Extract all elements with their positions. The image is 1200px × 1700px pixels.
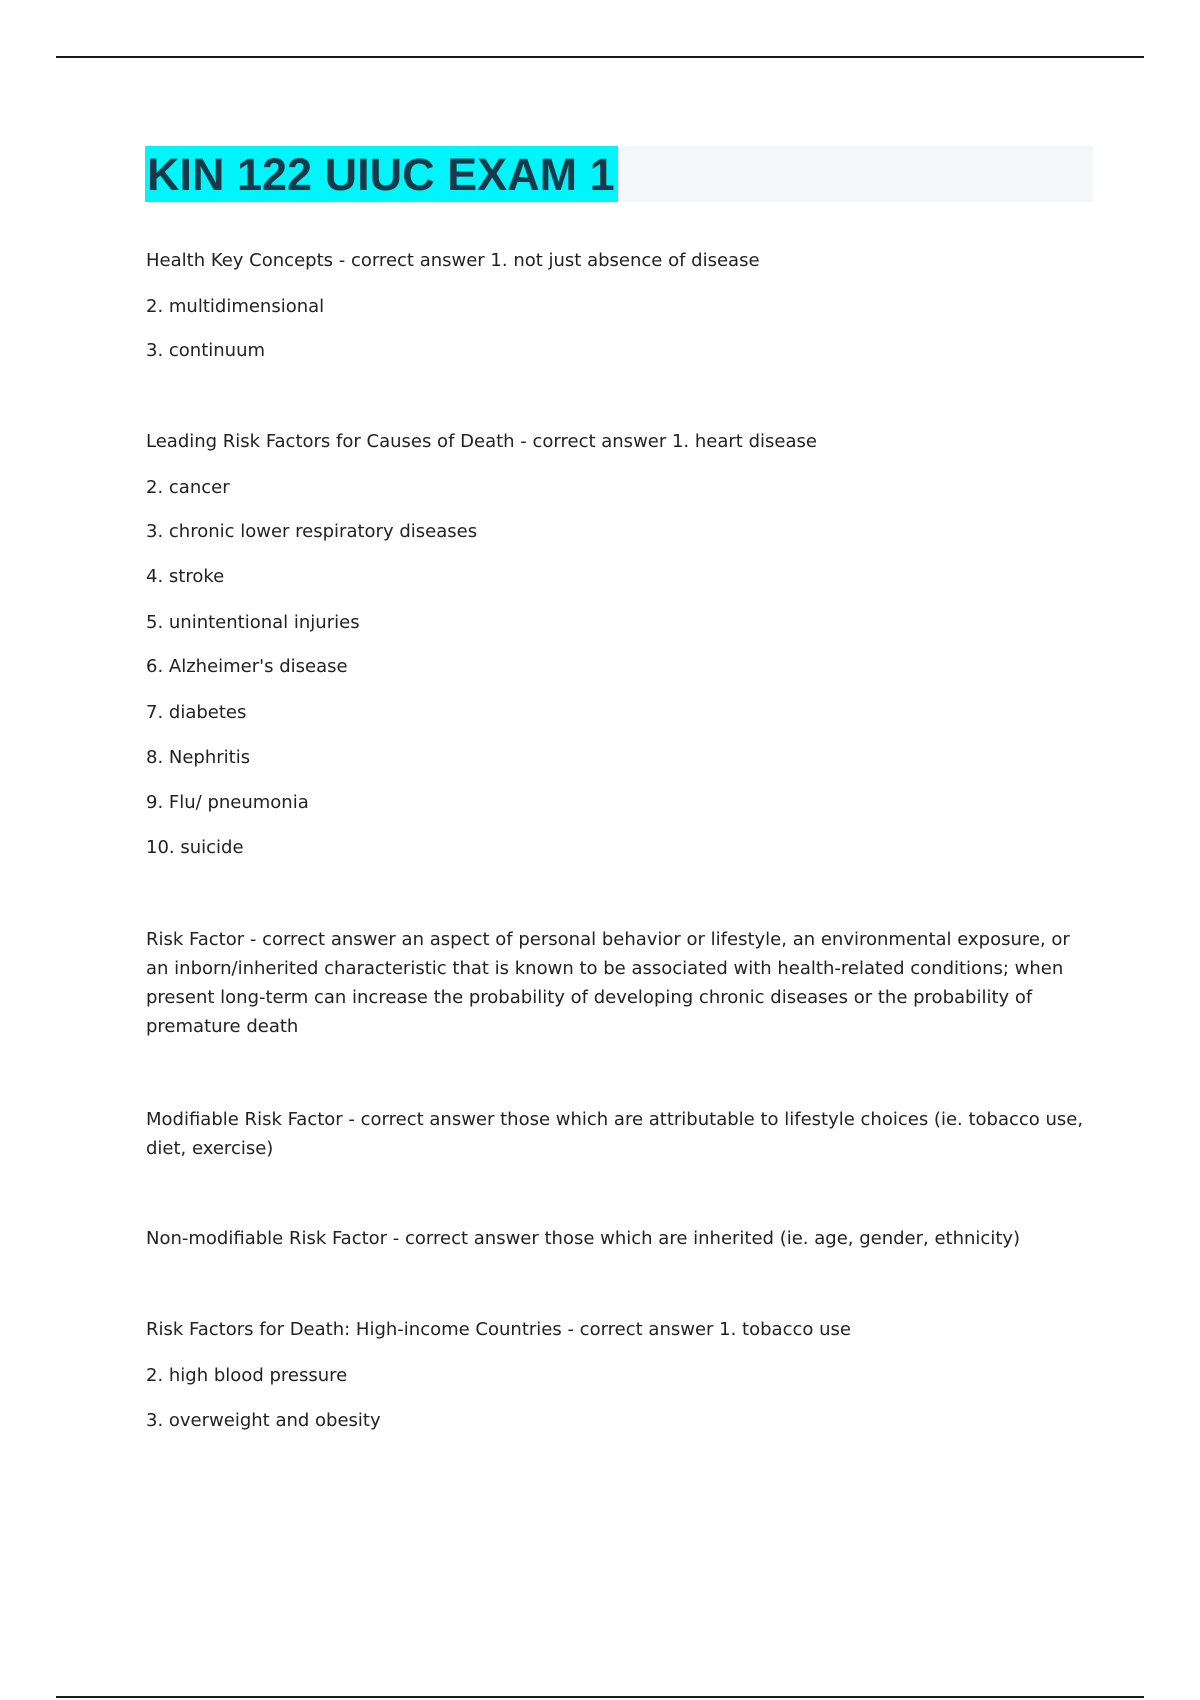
document-title: KIN 122 UIUC EXAM 1 <box>147 148 615 200</box>
list-item: 7. diabetes <box>146 702 247 723</box>
list-item: 2. high blood pressure <box>146 1365 348 1386</box>
list-item: 9. Flu/ pneumonia <box>146 792 309 813</box>
definition-non-modifiable-risk-factor: Non-modifiable Risk Factor - correct answer those which are inherited (ie. age, gender, ethnicity) <box>146 1228 1021 1249</box>
list-item: 2. cancer <box>146 477 230 498</box>
definition-modifiable-risk-factor: Modifiable Risk Factor - correct answer those which are attributable to lifestyle choices (ie. tobacco use, diet, exercise) <box>146 1109 1084 1159</box>
section-heading: Risk Factors for Death: High-income Countries - correct answer 1. tobacco use <box>146 1319 851 1340</box>
page-bottom-rule <box>56 1696 1144 1698</box>
list-item: 2. multidimensional <box>146 296 325 317</box>
list-item: 8. Nephritis <box>146 747 251 768</box>
definition-risk-factor: Risk Factor - correct answer an aspect of personal behavior or lifestyle, an environmental exposure, or an inborn/inherited characteristic that is known to be associated with health-related conditions; when present long-term can increase the probability of developing chronic diseases or the probability of premature death <box>146 929 1070 1037</box>
page-top-rule <box>56 56 1144 58</box>
section-heading: Leading Risk Factors for Causes of Death - correct answer 1. heart disease <box>146 431 817 452</box>
list-item: 5. unintentional injuries <box>146 612 360 633</box>
list-item: 6. Alzheimer's disease <box>146 656 348 677</box>
list-item: 4. stroke <box>146 566 225 587</box>
list-item: 3. overweight and obesity <box>146 1410 381 1431</box>
list-item: 10. suicide <box>146 837 244 858</box>
title-highlight <box>145 146 618 202</box>
list-item: 3. chronic lower respiratory diseases <box>146 521 478 542</box>
section-heading: Health Key Concepts - correct answer 1. not just absence of disease <box>146 250 760 271</box>
list-item: 3. continuum <box>146 340 266 361</box>
